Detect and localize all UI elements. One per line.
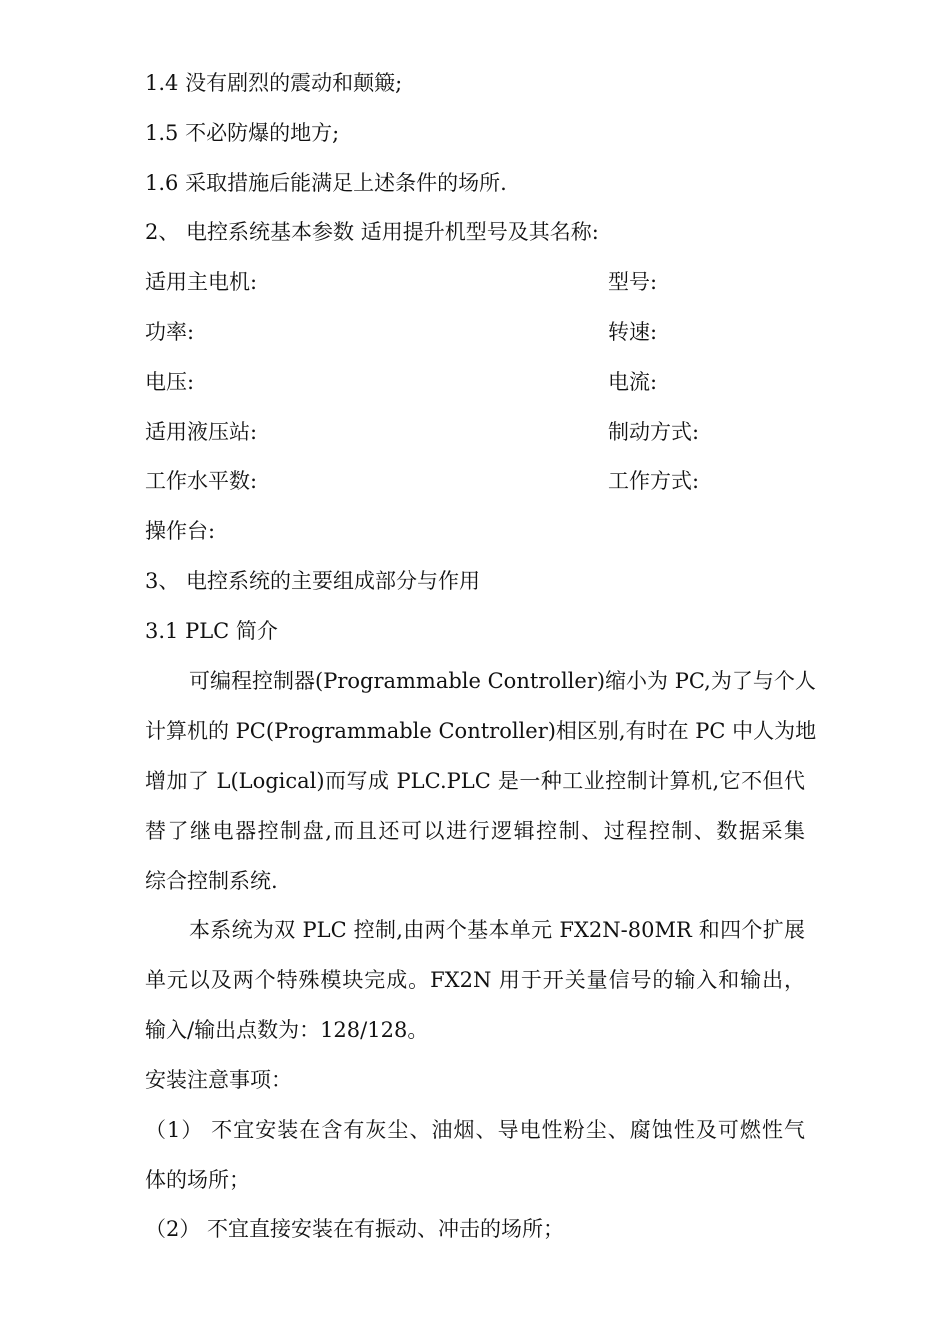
paragraph-line: 输入/输出点数为：128/128。: [145, 1018, 429, 1042]
param-hydraulic-label: 适用液压站:: [145, 420, 258, 444]
param-voltage-label: 电压:: [145, 370, 195, 394]
item-1-4: 1.4 没有剧烈的震动和颠簸;: [145, 71, 403, 95]
paragraph-line: 单元以及两个特殊模块完成。FX2N 用于开关量信号的输入和输出，: [145, 968, 805, 992]
param-console-label: 操作台:: [145, 519, 216, 543]
paragraph-line: 本系统为双 PLC 控制,由两个基本单元 FX2N-80MR 和四个扩展: [189, 918, 805, 942]
section-3-heading: 3、 电控系统的主要组成部分与作用: [145, 569, 481, 593]
param-current-label: 电流:: [608, 370, 658, 394]
paragraph-line: （1） 不宜安装在含有灰尘、油烟、导电性粉尘、腐蚀性及可燃性气: [145, 1118, 805, 1142]
plc-intro-paragraph: [145, 656, 817, 906]
param-mode-label: 工作方式:: [608, 469, 700, 493]
paragraph-line: 体的场所；: [145, 1168, 250, 1192]
paragraph-line: 计算机的 PC(Programmable Controller)相区别,有时在 PC 中人为地: [145, 719, 817, 743]
paragraph-line: 替了继电器控制盘,而且还可以进行逻辑控制、过程控制、数据采集: [145, 819, 805, 843]
note-2: （2） 不宜直接安装在有振动、冲击的场所；: [145, 1217, 565, 1241]
system-paragraph: [145, 905, 805, 1055]
paragraph-line: 可编程控制器(Programmable Controller)缩小为 PC,为了与个人: [189, 669, 816, 693]
param-model-label: 型号:: [608, 270, 658, 294]
note-1: [145, 1105, 805, 1205]
param-motor-label: 适用主电机:: [145, 270, 258, 294]
install-notes-title: 安装注意事项：: [145, 1068, 292, 1092]
param-power-label: 功率:: [145, 320, 195, 344]
param-levels-label: 工作水平数:: [145, 469, 258, 493]
param-speed-label: 转速:: [608, 320, 658, 344]
item-1-5: 1.5 不必防爆的地方;: [145, 121, 340, 145]
section-3-1-heading: 3.1 PLC 简介: [145, 619, 278, 643]
paragraph-line: 综合控制系统.: [145, 869, 278, 893]
item-1-6: 1.6 采取措施后能满足上述条件的场所.: [145, 171, 507, 195]
paragraph-line: 增加了 L(Logical)而写成 PLC.PLC 是一种工业控制计算机,它不但代: [145, 769, 805, 793]
param-brake-label: 制动方式:: [608, 420, 700, 444]
section-2-heading: 2、 电控系统基本参数 适用提升机型号及其名称:: [145, 220, 599, 244]
